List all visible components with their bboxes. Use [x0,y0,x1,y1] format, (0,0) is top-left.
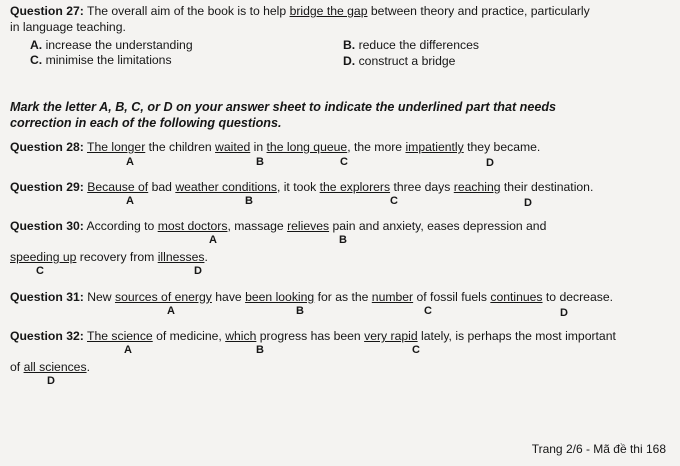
letter-c: C [424,305,432,317]
letter-c: C [412,344,420,356]
question-text: New [83,290,115,304]
question-29-label: Question 29: [10,180,84,194]
question-31 [10,290,613,304]
question-text: , it took [276,180,320,194]
question-text: . [86,360,90,374]
letter-a: A [167,305,175,317]
question-text: progress has been [256,329,365,343]
question-text: . [204,250,208,264]
option-c [30,53,172,67]
question-text: lately, is perhaps the most important [417,329,616,343]
question-text: pain and anxiety, eases depression and [329,219,547,233]
letter-b: B [256,156,264,168]
question-29 [10,180,593,194]
option-b [343,38,479,52]
question-32-line-2 [10,360,90,374]
question-text: recovery from [76,250,158,264]
underlined-part-c: number [371,290,414,304]
option-text: reduce the differences [355,38,479,52]
underlined-part-b: which [225,329,257,343]
option-letter: D. [343,54,356,68]
question-text: of fossil fuels [413,290,491,304]
underlined-part-b: been looking [245,290,315,304]
question-text: in [250,140,267,154]
option-letter: C. [30,53,43,67]
option-letter: A. [30,38,43,52]
question-text: three days [390,180,454,194]
question-text: their destination. [500,180,594,194]
instruction-line-2: correction in each of the following questions. [10,116,282,130]
letter-a: A [126,156,134,168]
question-27-line-2: in language teaching. [10,20,126,34]
question-28-label: Question 28: [10,140,84,154]
letter-d: D [486,157,494,169]
question-30-line-2 [10,250,208,264]
question-text: they became. [463,140,541,154]
letter-c: C [340,156,348,168]
underlined-part-b: relieves [287,219,330,233]
letter-a: A [209,234,217,246]
question-28 [10,140,540,154]
question-text: bad [148,180,176,194]
underlined-part-c: the explorers [319,180,391,194]
page-footer: Trang 2/6 - Mã đề thi 168 [531,442,666,456]
underlined-part-c: speeding up [10,250,77,264]
letter-d: D [194,265,202,277]
question-text: to decrease. [542,290,613,304]
underlined-part-a: Because of [87,180,149,194]
underlined-part-b: waited [215,140,251,154]
underlined-part-d: continues [490,290,543,304]
question-text: for as the [314,290,372,304]
option-a [30,38,193,52]
question-27-text: The overall aim of the book is to help [83,4,290,18]
underlined-part-a: The science [87,329,153,343]
underlined-part-d: illnesses [157,250,205,264]
question-30-label: Question 30: [10,219,84,233]
letter-d: D [47,375,55,387]
question-text: , massage [227,219,288,233]
underlined-part-c: very rapid [364,329,418,343]
letter-a: A [126,195,134,207]
underlined-part-a: sources of energy [114,290,212,304]
letter-b: B [296,305,304,317]
letter-c: C [390,195,398,207]
option-text: minimise the limitations [42,53,172,67]
question-text: the children [145,140,216,154]
letter-a: A [124,344,132,356]
letter-b: B [339,234,347,246]
question-27-text: between theory and practice, particularly [367,4,590,18]
underlined-phrase: bridge the gap [289,4,368,18]
option-text: increase the understanding [42,38,193,52]
question-text: of medicine, [152,329,226,343]
underlined-part-a: The longer [87,140,146,154]
option-letter: B. [343,38,356,52]
option-text: construct a bridge [355,54,456,68]
question-30 [10,219,546,233]
underlined-part-d: impatiently [405,140,464,154]
question-text: , the more [347,140,406,154]
instruction-line-1: Mark the letter A, B, C, or D on your answer sheet to indicate the underlined part that needs [10,100,557,114]
question-text: have [211,290,246,304]
underlined-part-d: reaching [453,180,501,194]
question-31-label: Question 31: [10,290,84,304]
letter-b: B [256,344,264,356]
underlined-part-d: all sciences [23,360,87,374]
question-32 [10,329,616,343]
question-27 [10,4,590,18]
question-text: of [10,360,24,374]
underlined-part-c: the long queue [266,140,348,154]
question-text: According to [83,219,158,233]
question-27-label: Question 27: [10,4,84,18]
letter-d: D [524,197,532,209]
letter-b: B [245,195,253,207]
question-32-label: Question 32: [10,329,84,343]
option-d [343,54,455,68]
underlined-part-a: most doctors [157,219,228,233]
letter-c: C [36,265,44,277]
letter-d: D [560,307,568,319]
underlined-part-b: weather conditions [175,180,277,194]
